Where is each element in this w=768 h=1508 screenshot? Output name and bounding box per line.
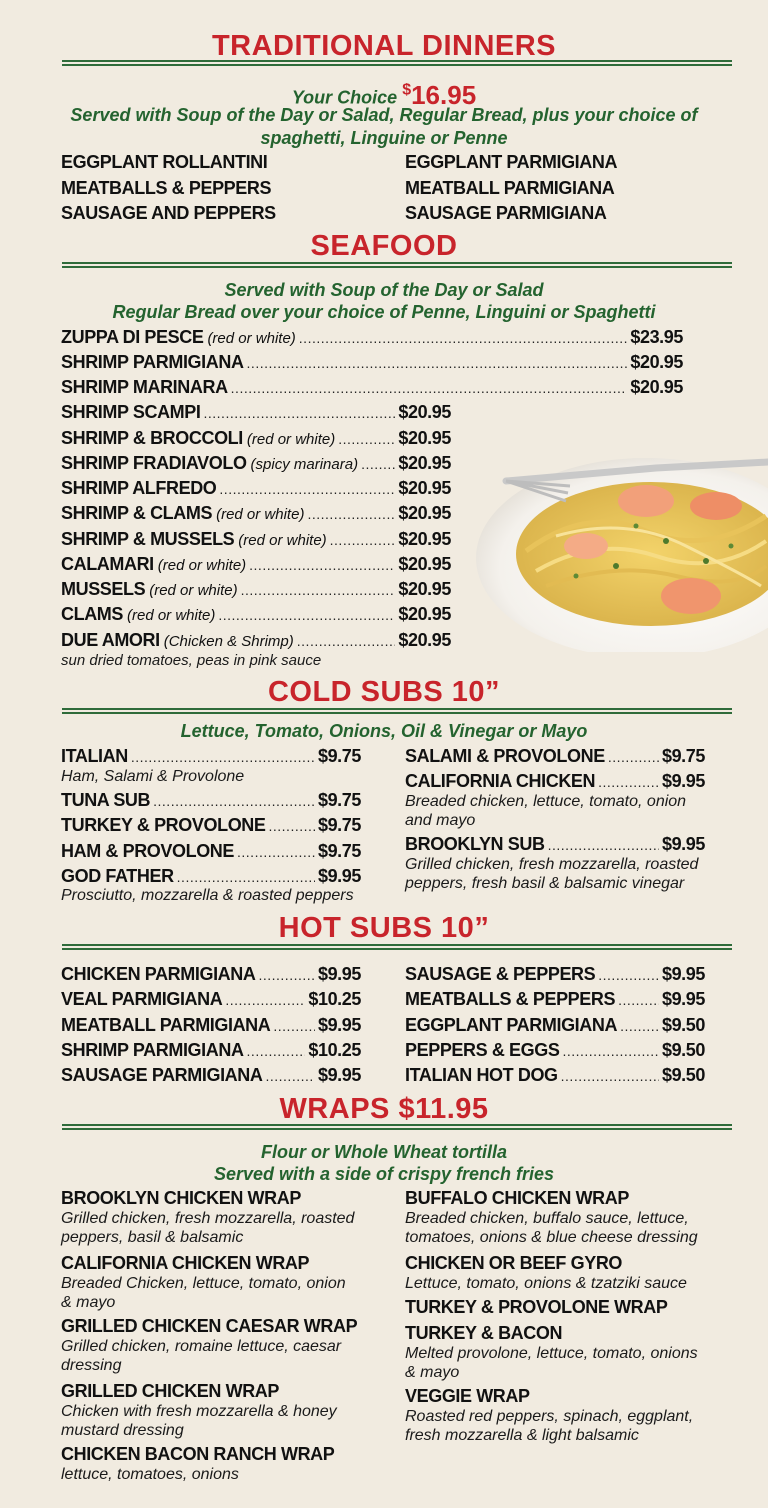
item-name: SHRIMP ALFREDO	[61, 478, 217, 498]
wrap-description: & mayo	[405, 1364, 460, 1381]
menu-row	[61, 553, 451, 577]
wraps-subtitle-2: Served with a side of crispy french fries	[213, 1164, 555, 1184]
wrap-description: fresh mozzarella & light balsamic	[405, 1427, 639, 1444]
wrap-name: TURKEY & PROVOLONE WRAP	[405, 1297, 668, 1317]
menu-row	[61, 814, 361, 837]
item-note: (red or white)	[216, 506, 305, 523]
item-name: DUE AMORI	[61, 630, 160, 650]
item-price: $9.95	[661, 964, 705, 984]
leader-dots	[269, 815, 315, 837]
wraps-subtitle-1: Flour or Whole Wheat tortilla	[261, 1142, 507, 1162]
item-name: SALAMI & PROVOLONE	[405, 746, 605, 766]
item-note: (red or white)	[127, 607, 216, 624]
item-note: (Chicken & Shrimp)	[163, 633, 294, 650]
wrap-name: GRILLED CHICKEN WRAP	[61, 1381, 279, 1401]
seafood-title: SEAFOOD	[310, 230, 458, 262]
item-description: Grilled chicken, fresh mozzarella, roasted	[405, 856, 699, 873]
menu-row	[405, 1064, 705, 1087]
item-name: ITALIAN HOT DOG	[405, 1065, 558, 1085]
menu-row	[61, 629, 451, 653]
item-name: CALAMARI	[61, 554, 154, 574]
wraps-title: WRAPS $11.95	[279, 1093, 489, 1125]
menu-row	[405, 988, 705, 1011]
choice-price-value: 16.95	[411, 79, 477, 110]
item-note: (spicy marinara)	[250, 456, 359, 473]
item-note: (red or white)	[157, 557, 247, 574]
item-note: (red or white)	[238, 532, 327, 549]
section-rule	[62, 262, 732, 268]
item-name: SHRIMP & CLAMS	[61, 503, 213, 523]
choice-label: Your Choice	[291, 87, 398, 108]
item-price: $10.25	[308, 1040, 361, 1060]
menu-row	[61, 1039, 361, 1062]
item-name: ZUPPA DI PESCE	[61, 327, 204, 347]
item-name: VEAL PARMIGIANA	[61, 989, 223, 1009]
wrap-description: tomatoes, onions & blue cheese dressing	[405, 1229, 698, 1246]
menu-row	[61, 376, 683, 399]
item-name: GOD FATHER	[61, 866, 174, 886]
menu-row	[405, 963, 705, 986]
leader-dots	[598, 771, 659, 793]
leader-dots	[218, 604, 395, 626]
item-description: sun dried tomatoes, peas in pink sauce	[61, 652, 322, 669]
leader-dots	[265, 1065, 314, 1087]
item-price: $9.50	[661, 1015, 705, 1035]
item-name: HAM & PROVOLONE	[61, 841, 235, 861]
traditional-subtitle-2: spaghetti, Linguine or Penne	[260, 128, 508, 148]
item-note: (red or white)	[207, 330, 296, 347]
menu-item: MEATBALL PARMIGIANA	[405, 178, 615, 198]
wrap-description: & mayo	[61, 1294, 116, 1311]
leader-dots	[131, 746, 315, 768]
menu-row	[61, 401, 451, 424]
menu-row	[61, 963, 361, 986]
item-price: $20.95	[630, 352, 683, 372]
hot-subs-title: HOT SUBS 10”	[278, 912, 490, 944]
item-price: $20.95	[398, 579, 451, 599]
item-name: SAUSAGE & PEPPERS	[405, 964, 596, 984]
item-name: MEATBALLS & PEPPERS	[405, 989, 616, 1009]
traditional-dinners-title: TRADITIONAL DINNERS	[211, 30, 557, 62]
item-price: $9.75	[661, 746, 705, 766]
item-description: Prosciutto, mozzarella & roasted peppers	[61, 887, 354, 904]
leader-dots	[299, 327, 628, 349]
item-price: $20.95	[398, 428, 451, 448]
wrap-description: Melted provolone, lettuce, tomato, onions	[405, 1345, 698, 1362]
wrap-name: CHICKEN OR BEEF GYRO	[405, 1253, 623, 1273]
leader-dots	[598, 964, 659, 986]
menu-row	[61, 745, 361, 768]
item-price: $9.50	[661, 1040, 705, 1060]
item-price: $9.95	[661, 771, 705, 791]
menu-row	[61, 789, 361, 812]
item-name: SHRIMP FRADIAVOLO	[61, 453, 247, 473]
leader-dots	[258, 964, 314, 986]
leader-dots	[330, 529, 396, 551]
menu-row	[405, 1039, 705, 1062]
leader-dots	[247, 352, 628, 374]
wrap-description: Breaded Chicken, lettuce, tomato, onion	[61, 1275, 346, 1292]
section-rule	[62, 708, 732, 714]
menu-row	[405, 770, 705, 793]
menu-item: EGGPLANT PARMIGIANA	[405, 152, 618, 172]
item-name: SAUSAGE PARMIGIANA	[61, 1065, 263, 1085]
menu-row	[405, 745, 705, 768]
item-name: MEATBALL PARMIGIANA	[61, 1015, 271, 1035]
wrap-name: TURKEY & BACON	[405, 1323, 563, 1343]
wrap-description: Lettuce, tomato, onions & tzatziki sauce	[405, 1275, 687, 1292]
menu-row	[61, 326, 683, 350]
item-name: SHRIMP & MUSSELS	[61, 529, 235, 549]
leader-dots	[177, 866, 315, 888]
item-price: $9.75	[317, 746, 361, 766]
menu-row	[61, 502, 451, 526]
menu-item: SAUSAGE AND PEPPERS	[61, 203, 276, 223]
item-price: $10.25	[308, 989, 361, 1009]
menu-row	[61, 603, 451, 627]
leader-dots	[620, 1015, 659, 1037]
leader-dots	[561, 1065, 659, 1087]
item-price: $20.95	[398, 453, 451, 473]
leader-dots	[237, 841, 315, 863]
seafood-subtitle-1: Served with Soup of the Day or Salad	[224, 280, 544, 300]
item-name: ITALIAN	[61, 746, 128, 766]
leader-dots	[608, 746, 659, 768]
leader-dots	[562, 1040, 659, 1062]
menu-row	[405, 1014, 705, 1037]
leader-dots	[225, 989, 305, 1011]
leader-dots	[338, 428, 395, 450]
menu-row	[61, 865, 361, 888]
leader-dots	[204, 402, 396, 424]
leader-dots	[241, 579, 396, 601]
item-name: SHRIMP PARMIGIANA	[61, 352, 244, 372]
menu-row	[61, 1064, 361, 1087]
menu-row	[61, 1014, 361, 1037]
item-name: EGGPLANT PARMIGIANA	[405, 1015, 618, 1035]
item-price: $20.95	[398, 604, 451, 624]
item-name: SHRIMP MARINARA	[61, 377, 228, 397]
wrap-description: Grilled chicken, romaine lettuce, caesar	[61, 1338, 342, 1355]
item-price: $9.95	[661, 989, 705, 1009]
seafood-subtitle-2: Regular Bread over your choice of Penne, Linguini or Spaghetti	[112, 302, 656, 322]
item-price: $20.95	[398, 630, 451, 650]
cold-subs-subtitle: Lettuce, Tomato, Onions, Oil & Vinegar or Mayo	[180, 721, 588, 741]
wrap-name: VEGGIE WRAP	[405, 1386, 530, 1406]
item-name: SHRIMP PARMIGIANA	[61, 1040, 244, 1060]
item-price: $20.95	[630, 377, 683, 397]
wrap-name: CHICKEN BACON RANCH WRAP	[61, 1444, 335, 1464]
wrap-description: Grilled chicken, fresh mozzarella, roasted	[61, 1210, 355, 1227]
leader-dots	[153, 790, 315, 812]
item-price: $20.95	[398, 554, 451, 574]
cold-subs-title: COLD SUBS 10”	[267, 676, 501, 708]
shrimp-pasta-image	[476, 446, 768, 652]
section-rule	[62, 944, 732, 950]
item-price: $9.50	[661, 1065, 705, 1085]
leader-dots	[361, 453, 395, 475]
item-name: CLAMS	[61, 604, 123, 624]
leader-dots	[297, 630, 396, 652]
leader-dots	[247, 1040, 306, 1062]
item-price: $9.75	[317, 841, 361, 861]
item-name: BROOKLYN SUB	[405, 834, 545, 854]
item-price: $20.95	[398, 503, 451, 523]
wrap-description: mustard dressing	[61, 1422, 184, 1439]
item-name: SHRIMP SCAMPI	[61, 402, 201, 422]
leader-dots	[273, 1015, 315, 1037]
item-name: MUSSELS	[61, 579, 146, 599]
item-description: Ham, Salami & Provolone	[61, 768, 245, 785]
item-price: $9.75	[317, 815, 361, 835]
item-price: $9.75	[317, 790, 361, 810]
leader-dots	[548, 834, 659, 856]
wrap-description: Breaded chicken, buffalo sauce, lettuce,	[405, 1210, 689, 1227]
item-note: (red or white)	[246, 431, 336, 448]
item-price: $9.95	[317, 866, 361, 886]
menu-row	[61, 452, 451, 476]
leader-dots	[219, 478, 395, 500]
leader-dots	[307, 503, 395, 525]
wrap-description: Chicken with fresh mozzarella & honey	[61, 1403, 337, 1420]
wrap-description: peppers, basil & balsamic	[61, 1229, 244, 1246]
wrap-description: lettuce, tomatoes, onions	[61, 1466, 239, 1483]
menu-row	[61, 351, 683, 374]
item-name: TUNA SUB	[61, 790, 151, 810]
item-description: Breaded chicken, lettuce, tomato, onion	[405, 793, 687, 810]
menu-row	[61, 988, 361, 1011]
leader-dots	[618, 989, 659, 1011]
item-price: $9.95	[661, 834, 705, 854]
wrap-name: BROOKLYN CHICKEN WRAP	[61, 1188, 301, 1208]
menu-row	[61, 427, 451, 451]
item-description: and mayo	[405, 812, 476, 829]
leader-dots	[249, 554, 395, 576]
menu-row	[61, 528, 451, 552]
item-description: peppers, fresh basil & balsamic vinegar	[405, 875, 685, 892]
leader-dots	[231, 377, 628, 399]
menu-item: MEATBALLS & PEPPERS	[61, 178, 272, 198]
wrap-description: Roasted red peppers, spinach, eggplant,	[405, 1408, 694, 1425]
menu-row	[405, 833, 705, 856]
wrap-description: dressing	[61, 1357, 122, 1374]
item-price: $20.95	[398, 402, 451, 422]
item-price: $9.95	[317, 1015, 361, 1035]
item-name: TURKEY & PROVOLONE	[61, 815, 266, 835]
section-rule	[62, 1124, 732, 1130]
item-price: $20.95	[398, 478, 451, 498]
traditional-subtitle-1: Served with Soup of the Day or Salad, Regular Bread, plus your choice of	[70, 105, 698, 125]
choice-currency: $	[402, 81, 412, 98]
menu-item: EGGPLANT ROLLANTINI	[61, 152, 268, 172]
wrap-name: CALIFORNIA CHICKEN WRAP	[61, 1253, 310, 1273]
wrap-name: BUFFALO CHICKEN WRAP	[405, 1188, 629, 1208]
wrap-name: GRILLED CHICKEN CAESAR WRAP	[61, 1316, 358, 1336]
item-name: PEPPERS & EGGS	[405, 1040, 560, 1060]
item-price: $20.95	[398, 529, 451, 549]
item-name: CHICKEN PARMIGIANA	[61, 964, 256, 984]
menu-row	[61, 840, 361, 863]
item-price: $9.95	[317, 964, 361, 984]
item-price: $23.95	[630, 327, 683, 347]
item-price: $9.95	[317, 1065, 361, 1085]
menu-item: SAUSAGE PARMIGIANA	[405, 203, 607, 223]
item-name: CALIFORNIA CHICKEN	[405, 771, 596, 791]
item-name: SHRIMP & BROCCOLI	[61, 428, 243, 448]
menu-row	[61, 477, 451, 500]
item-note: (red or white)	[149, 582, 238, 599]
section-rule	[62, 60, 732, 66]
menu-row	[61, 578, 451, 602]
